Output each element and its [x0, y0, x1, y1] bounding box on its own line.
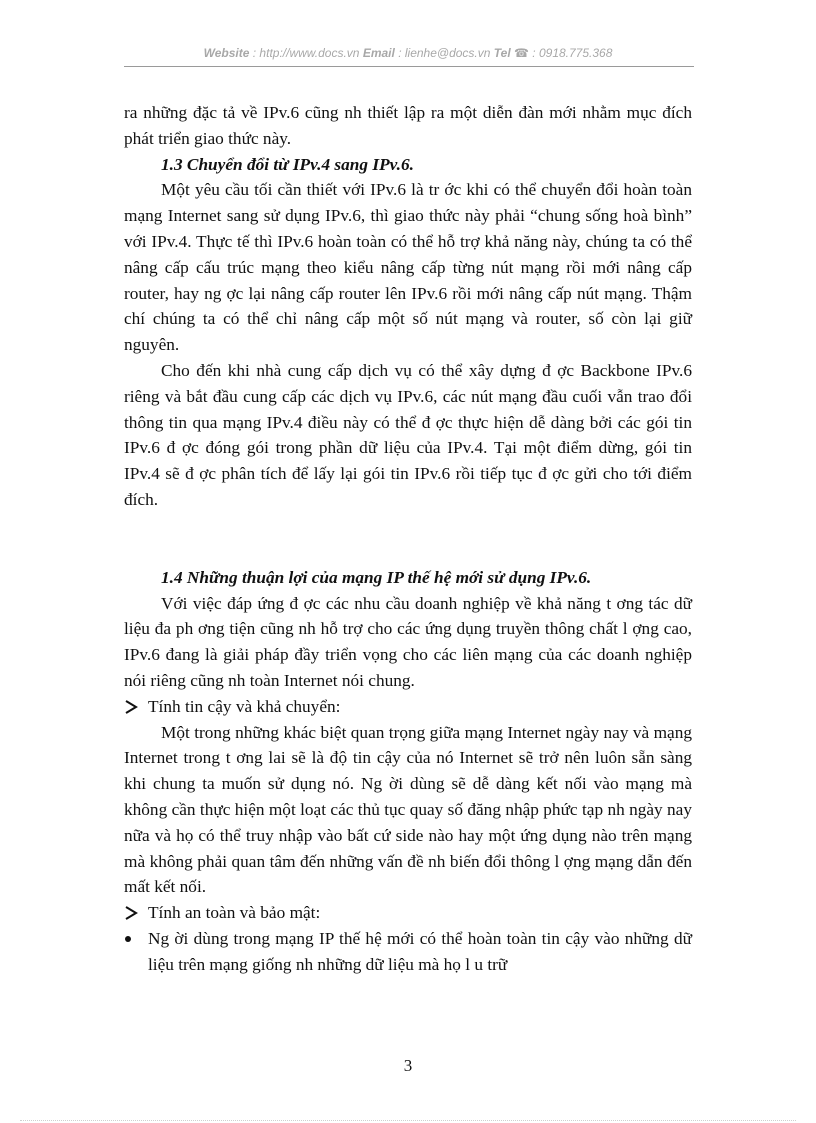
website-value: : http://www.docs.vn — [252, 46, 360, 60]
paragraph-conversion-requirement: Một yêu cầu tối cần thiết với IPv.6 là tr ớc khi có thể chuyển đổi hoàn toàn mạng Internet sang sử dụng IPv.6, thì giao thức này phải “chung sống hoà bình” với IPv.4. Thực tế thì IPv.6 hoàn toàn có thể hỗ trợ khả năng này, chúng ta có thể nâng cấp cấu trúc mạng theo kiểu nâng cấp từng nút mạng rồi mới nâng cấp router, hay ng ợc lại nâng cấp router lên IPv.6 rồi mới nâng cấp nút mạng. Thậm chí chúng ta có thể chỉ nâng cấp một số nút mạng và router, số còn lại giữ nguyên. — [124, 180, 692, 355]
intro-paragraph: ra những đặc tả về IPv.6 cũng nh thiết lập ra một diễn đàn mới nhằm mục đích phát triển giao thức này. — [124, 103, 692, 148]
tel-value: ☎ : 0918.775.368 — [514, 46, 613, 60]
list-item — [124, 926, 692, 978]
paragraph-reliability: Một trong những khác biệt quan trọng giữa mạng Internet ngày nay và mạng Internet trong t ơng lai sẽ là độ tin cậy của nó Internet sẽ trở nên luôn sẵn sàng khi chung ta muốn sử dụng nó. Ng ời dùng sẽ dễ dàng kết nối vào mạng mà không cần thực hiện một loạt các thủ tục quay số đăng nhập phức tạp nh ngày nay nữa và họ có thể truy nhập vào bất cứ side nào hay một ứng dụng nào trên mạng mà không phải quan tâm đến những vấn đề nh biến đổi thông l ợng mạng dẫn đến mất kết nối. — [124, 722, 692, 897]
arrow-bullet-icon — [124, 902, 138, 924]
footer-divider — [20, 1120, 796, 1121]
bullet-security — [124, 900, 692, 926]
paragraph-advantages: Với việc đáp ứng đ ợc các nhu cầu doanh nghiệp về khả năng t ơng tác dữ liệu đa ph ơng tiện cũng nh hỗ trợ cho các ứng dụng truyền thông chất l ợng cao, IPv.6 đang là giải pháp đầy triển vọng cho các liên mạng của các doanh nghiệp nói riêng cũng nh toàn Internet nói chung. — [124, 593, 692, 690]
section-heading-1-4: 1.4 Những thuận lợi của mạng IP thế hệ mới sử dụng IPv.6. — [161, 567, 592, 587]
page-header — [0, 46, 816, 60]
bullet-reliability — [124, 694, 692, 720]
tel-label: Tel — [493, 46, 511, 60]
website-label: Website — [203, 46, 250, 60]
page-number: 3 — [403, 1056, 413, 1075]
arrow-bullet-icon — [124, 696, 138, 718]
bullet-reliability-label: Tính tin cậy và khả chuyển: — [148, 696, 341, 716]
section-heading-1-3: 1.3 Chuyển đổi từ IPv.4 sang IPv.6. — [161, 154, 414, 174]
email-value: : lienhe@docs.vn — [398, 46, 491, 60]
email-label: Email — [362, 46, 395, 60]
bullet-dot-icon — [125, 936, 131, 942]
document-body — [124, 100, 692, 978]
section-spacer — [124, 513, 692, 565]
list-item-text: Ng ời dùng trong mạng IP thế hệ mới có thể hoàn toàn tin cậy vào những dữ liệu trên mạng giống nh những dữ liệu mà họ l u trữ — [148, 928, 692, 974]
bullet-security-label: Tính an toàn và bảo mật: — [148, 903, 321, 923]
paragraph-backbone: Cho đến khi nhà cung cấp dịch vụ có thể xây dựng đ ợc Backbone IPv.6 riêng và bắt đầu cung cấp các dịch vụ IPv.6, các nút mạng đầu cuối vẫn trao đổi thông tin qua mạng IPv.4 điều này có thể đ ợc thực hiện dễ dàng bởi các gói tin IPv.6 đ ợc đóng gói trong phần dữ liệu của IPv.4. Tại một điểm dừng, gói tin IPv.4 sẽ đ ợc phân tích để lấy lại gói tin IPv.6 rồi tiếp tục đ ợc gửi cho tới điểm đích. — [124, 360, 692, 509]
header-divider — [124, 66, 694, 67]
